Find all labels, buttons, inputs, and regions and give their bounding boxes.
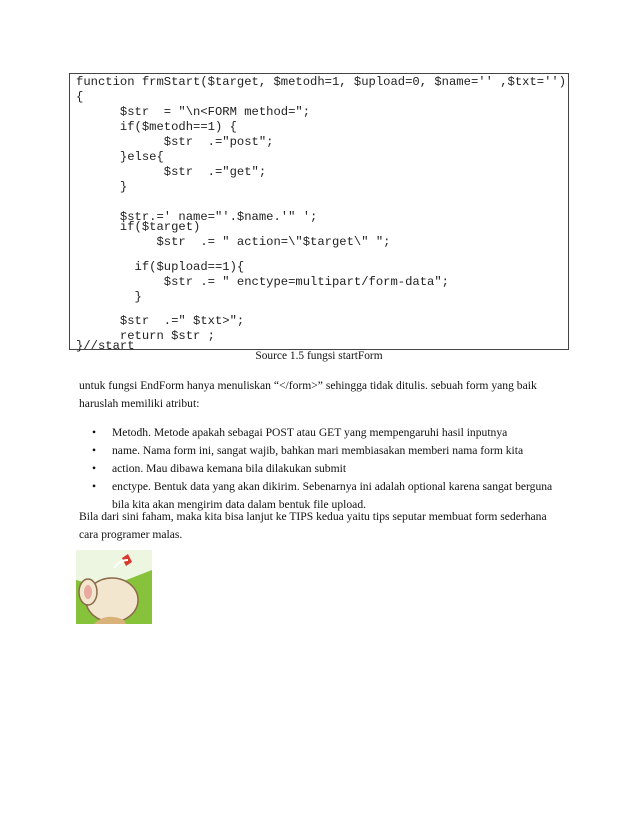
code-line: $str.=' name="'.$name.'" '; bbox=[76, 210, 318, 224]
bullet-icon: • bbox=[92, 480, 97, 493]
bullet-icon: • bbox=[92, 426, 97, 439]
code-line: } bbox=[76, 180, 128, 194]
code-line: if($metodh==1) { bbox=[76, 120, 237, 134]
code-line: function frmStart($target, $metodh=1, $upload=0, $name='' ,$txt='') bbox=[76, 75, 567, 89]
code-line: }else{ bbox=[76, 150, 164, 164]
cartoon-character-image bbox=[76, 550, 152, 624]
code-line: } bbox=[76, 290, 142, 304]
bullet-icon: • bbox=[92, 462, 97, 475]
code-line: $str .= " action=\"$target\" "; bbox=[76, 235, 391, 249]
list-item-text: action. Mau dibawa kemana bila dilakukan submit bbox=[112, 462, 347, 475]
code-listing bbox=[69, 73, 569, 353]
attribute-list bbox=[79, 424, 559, 514]
list-item-text: name. Nama form ini, sangat wajib, bahkan mari membiasakan memberi nama form kita bbox=[112, 444, 524, 457]
code-line: $str .=" $txt>"; bbox=[76, 314, 245, 328]
code-line: $str = "\n<FORM method="; bbox=[76, 105, 311, 119]
list-item-text: Metodh. Metode apakah sebagai POST atau GET yang mempengaruhi hasil inputnya bbox=[112, 426, 508, 439]
code-line: if($target) bbox=[76, 220, 201, 234]
character-ear-inner bbox=[84, 585, 92, 599]
code-line: }//start bbox=[76, 339, 135, 353]
code-line: return $str ; bbox=[76, 329, 215, 343]
code-line: { bbox=[76, 90, 84, 104]
intro-paragraph: untuk fungsi EndForm hanya menuliskan “</form>” sehingga tidak ditulis. sebuah form yang baik haruslah memiliki atribut: bbox=[79, 379, 537, 410]
code-line: $str .="post"; bbox=[76, 135, 274, 149]
list-item-text: enctype. Bentuk data yang akan dikirim. Sebenarnya ini adalah optional karena sangat berguna bila kita akan mengirim data dalam bentuk file upload. bbox=[112, 480, 553, 511]
code-caption: Source 1.5 fungsi startForm bbox=[255, 350, 383, 362]
bullet-icon: • bbox=[92, 444, 97, 457]
code-line: $str .="get"; bbox=[76, 165, 267, 179]
list-item bbox=[79, 442, 559, 460]
list-item bbox=[79, 460, 559, 478]
closing-paragraph: Bila dari sini faham, maka kita bisa lanjut ke TIPS kedua yaitu tips seputar membuat form sederhana cara programer malas. bbox=[79, 510, 547, 541]
code-line: $str .= " enctype=multipart/form-data"; bbox=[76, 275, 449, 289]
code-line: if($upload==1){ bbox=[76, 260, 245, 274]
list-item bbox=[79, 424, 559, 442]
